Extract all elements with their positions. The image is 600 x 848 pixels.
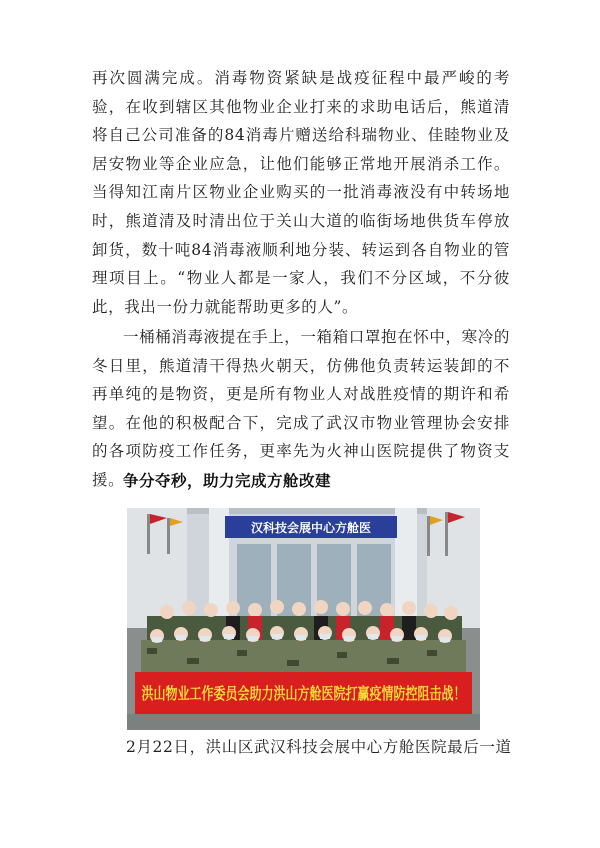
body-paragraph-2: 一桶桶消毒液提在手上，一箱箱口罩抱在怀中，寒冷的冬日里，熊道清干得热火朝天，仿佛他负责转运装卸的不再单纯的是物资，更是所有物业人对战胜疫情的期许和希望。在他的积极配合下，完成了武汉市物业管理协会安排的各项防疫工作任务，更率先为火神山医院提供了物资支援。 (92, 328, 510, 489)
body-paragraph-1: 再次圆满完成。消毒物资紧缺是战疫征程中最严峻的考验，在收到辖区其他物业企业打来的求助电话后，熊道清将自己公司准备的84消毒片赠送给科瑞物业、佳睦物业及居安物业等企业应急，让他们能够正常地开展消杀工作。当得知江南片区物业企业购买的一批消毒液没有中转场地时，熊道清及时清出位于关山大道的临街场地供货车停放卸货，数十吨84消毒液顺利地分装、转运到各自物业的管理项目上。“物业人都是一家人，我们不分区域，不分彼此，我出一份力就能帮助更多的人”。 (92, 69, 510, 316)
photo-caption: 2月22日，洪山区武汉科技会展中心方舱医院最后一道 (126, 738, 512, 756)
group-photo (127, 508, 480, 730)
building-sign-text: 汉科技会展中心方舱医 (250, 521, 372, 535)
section-heading: 争分夺秒，助力完成方舱改建 (123, 472, 332, 490)
banner-text: 洪山物业工作委员会助力洪山方舱医院打赢疫情防控阻击战！ (141, 684, 466, 703)
